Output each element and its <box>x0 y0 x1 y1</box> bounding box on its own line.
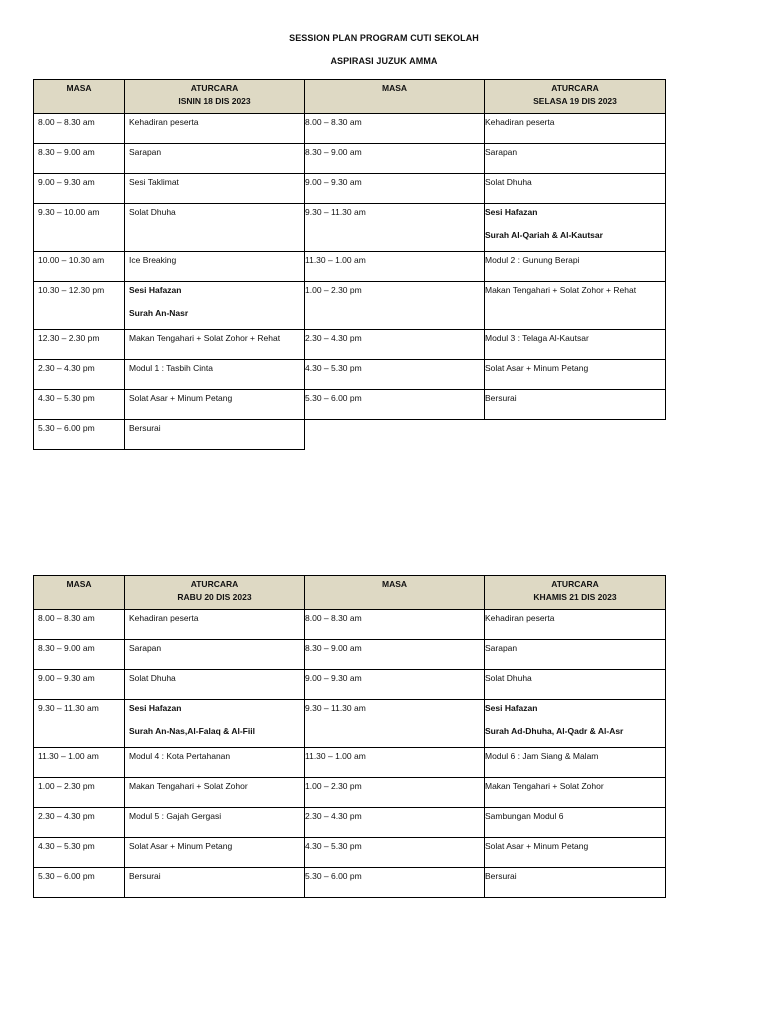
time-cell: 10.30 – 12.30 pm <box>34 282 125 330</box>
activity-cell: Kehadiran peserta <box>125 610 305 640</box>
time-cell: 8.00 – 8.30 am <box>34 610 125 640</box>
table-row <box>34 670 666 700</box>
table-row <box>34 838 666 868</box>
activity-cell: Solat Asar + Minum Petang <box>125 838 305 868</box>
header-aturcara-day: ATURCARA SELASA 19 DIS 2023 <box>485 80 666 114</box>
table-row <box>34 868 666 898</box>
activity-cell: Solat Asar + Minum Petang <box>485 838 666 868</box>
time-cell: 11.30 – 1.00 am <box>34 748 125 778</box>
activity-cell: Sesi Hafazan Surah An-Nas,Al-Falaq & Al-Fiil <box>125 700 305 748</box>
activity-cell: Kehadiran peserta <box>485 610 666 640</box>
time-cell: 9.00 – 9.30 am <box>34 174 125 204</box>
activity-cell: Makan Tengahari + Solat Zohor + Rehat <box>485 282 666 330</box>
table-row <box>34 252 666 282</box>
activity-cell: Sesi Hafazan Surah Ad-Dhuha, Al-Qadr & Al-Asr <box>485 700 666 748</box>
table-row <box>34 174 666 204</box>
activity-cell: Sesi Hafazan Surah An-Nasr <box>125 282 305 330</box>
table-row <box>34 610 666 640</box>
time-cell: 2.30 – 4.30 pm <box>305 808 485 838</box>
activity-cell: Modul 6 : Jam Siang & Malam <box>485 748 666 778</box>
time-cell: 2.30 – 4.30 pm <box>305 330 485 360</box>
activity-cell: Solat Dhuha <box>125 204 305 252</box>
time-cell: 1.00 – 2.30 pm <box>305 282 485 330</box>
activity-cell: Modul 4 : Kota Pertahanan <box>125 748 305 778</box>
activity-cell: Sarapan <box>125 144 305 174</box>
document-title: SESSION PLAN PROGRAM CUTI SEKOLAH <box>289 33 479 43</box>
header-aturcara-day: ATURCARA ISNIN 18 DIS 2023 <box>125 80 305 114</box>
time-cell: 1.00 – 2.30 pm <box>34 778 125 808</box>
time-cell: 4.30 – 5.30 pm <box>34 390 125 420</box>
table-row <box>34 640 666 670</box>
time-cell: 9.30 – 11.30 am <box>34 700 125 748</box>
time-cell: 4.30 – 5.30 pm <box>305 360 485 390</box>
activity-cell: Sarapan <box>125 640 305 670</box>
activity-cell: Solat Asar + Minum Petang <box>125 390 305 420</box>
activity-cell: Bersurai <box>485 868 666 898</box>
activity-cell: Bersurai <box>125 420 305 450</box>
activity-cell: Makan Tengahari + Solat Zohor + Rehat <box>125 330 305 360</box>
time-cell: 11.30 – 1.00 am <box>305 252 485 282</box>
activity-cell: Sesi Hafazan Surah Al-Qariah & Al-Kautsar <box>485 204 666 252</box>
activity-cell: Makan Tengahari + Solat Zohor <box>125 778 305 808</box>
time-cell: 2.30 – 4.30 pm <box>34 808 125 838</box>
table-row <box>34 748 666 778</box>
time-cell: 9.30 – 11.30 am <box>305 700 485 748</box>
header-masa: MASA <box>305 80 485 114</box>
empty-cell <box>485 420 666 450</box>
activity-cell: Sarapan <box>485 640 666 670</box>
table-header-row <box>34 80 666 114</box>
activity-cell: Ice Breaking <box>125 252 305 282</box>
time-cell: 2.30 – 4.30 pm <box>34 360 125 390</box>
time-cell: 5.30 – 6.00 pm <box>34 420 125 450</box>
time-cell: 4.30 – 5.30 pm <box>305 838 485 868</box>
time-cell: 8.00 – 8.30 am <box>305 114 485 144</box>
activity-cell: Modul 3 : Telaga Al-Kautsar <box>485 330 666 360</box>
header-masa: MASA <box>305 576 485 610</box>
time-cell: 8.30 – 9.00 am <box>305 144 485 174</box>
activity-cell: Modul 1 : Tasbih Cinta <box>125 360 305 390</box>
activity-cell: Modul 5 : Gajah Gergasi <box>125 808 305 838</box>
activity-cell: Kehadiran peserta <box>125 114 305 144</box>
table-row <box>34 282 666 330</box>
table-row <box>34 360 666 390</box>
time-cell: 8.30 – 9.00 am <box>305 640 485 670</box>
activity-cell: Modul 2 : Gunung Berapi <box>485 252 666 282</box>
time-cell: 9.30 – 11.30 am <box>305 204 485 252</box>
activity-cell: Bersurai <box>485 390 666 420</box>
header-masa: MASA <box>34 576 125 610</box>
time-cell: 5.30 – 6.00 pm <box>305 390 485 420</box>
time-cell: 9.30 – 10.00 am <box>34 204 125 252</box>
time-cell: 8.30 – 9.00 am <box>34 144 125 174</box>
schedule-table-2 <box>33 575 666 898</box>
activity-cell: Solat Dhuha <box>485 174 666 204</box>
time-cell: 12.30 – 2.30 pm <box>34 330 125 360</box>
time-cell: 9.00 – 9.30 am <box>34 670 125 700</box>
time-cell: 9.00 – 9.30 am <box>305 174 485 204</box>
table-row <box>34 330 666 360</box>
time-cell: 8.30 – 9.00 am <box>34 640 125 670</box>
table-row <box>34 114 666 144</box>
table-row <box>34 144 666 174</box>
table-row <box>34 778 666 808</box>
header-aturcara-day: ATURCARA KHAMIS 21 DIS 2023 <box>485 576 666 610</box>
document-subtitle: ASPIRASI JUZUK AMMA <box>330 56 438 66</box>
activity-cell: Sambungan Modul 6 <box>485 808 666 838</box>
table-row <box>34 808 666 838</box>
empty-cell <box>305 420 485 450</box>
time-cell: 5.30 – 6.00 pm <box>305 868 485 898</box>
activity-cell: Kehadiran peserta <box>485 114 666 144</box>
schedule-table-1 <box>33 79 666 450</box>
table-row <box>34 390 666 420</box>
table-row <box>34 700 666 748</box>
time-cell: 11.30 – 1.00 am <box>305 748 485 778</box>
time-cell: 9.00 – 9.30 am <box>305 670 485 700</box>
activity-cell: Solat Asar + Minum Petang <box>485 360 666 390</box>
activity-cell: Solat Dhuha <box>485 670 666 700</box>
header-masa: MASA <box>34 80 125 114</box>
table-row <box>34 204 666 252</box>
activity-cell: Bersurai <box>125 868 305 898</box>
time-cell: 1.00 – 2.30 pm <box>305 778 485 808</box>
time-cell: 4.30 – 5.30 pm <box>34 838 125 868</box>
time-cell: 8.00 – 8.30 am <box>34 114 125 144</box>
activity-cell: Sarapan <box>485 144 666 174</box>
activity-cell: Solat Dhuha <box>125 670 305 700</box>
table-row <box>34 420 666 450</box>
time-cell: 5.30 – 6.00 pm <box>34 868 125 898</box>
header-aturcara-day: ATURCARA RABU 20 DIS 2023 <box>125 576 305 610</box>
time-cell: 10.00 – 10.30 am <box>34 252 125 282</box>
activity-cell: Sesi Taklimat <box>125 174 305 204</box>
activity-cell: Makan Tengahari + Solat Zohor <box>485 778 666 808</box>
table-header-row <box>34 576 666 610</box>
time-cell: 8.00 – 8.30 am <box>305 610 485 640</box>
